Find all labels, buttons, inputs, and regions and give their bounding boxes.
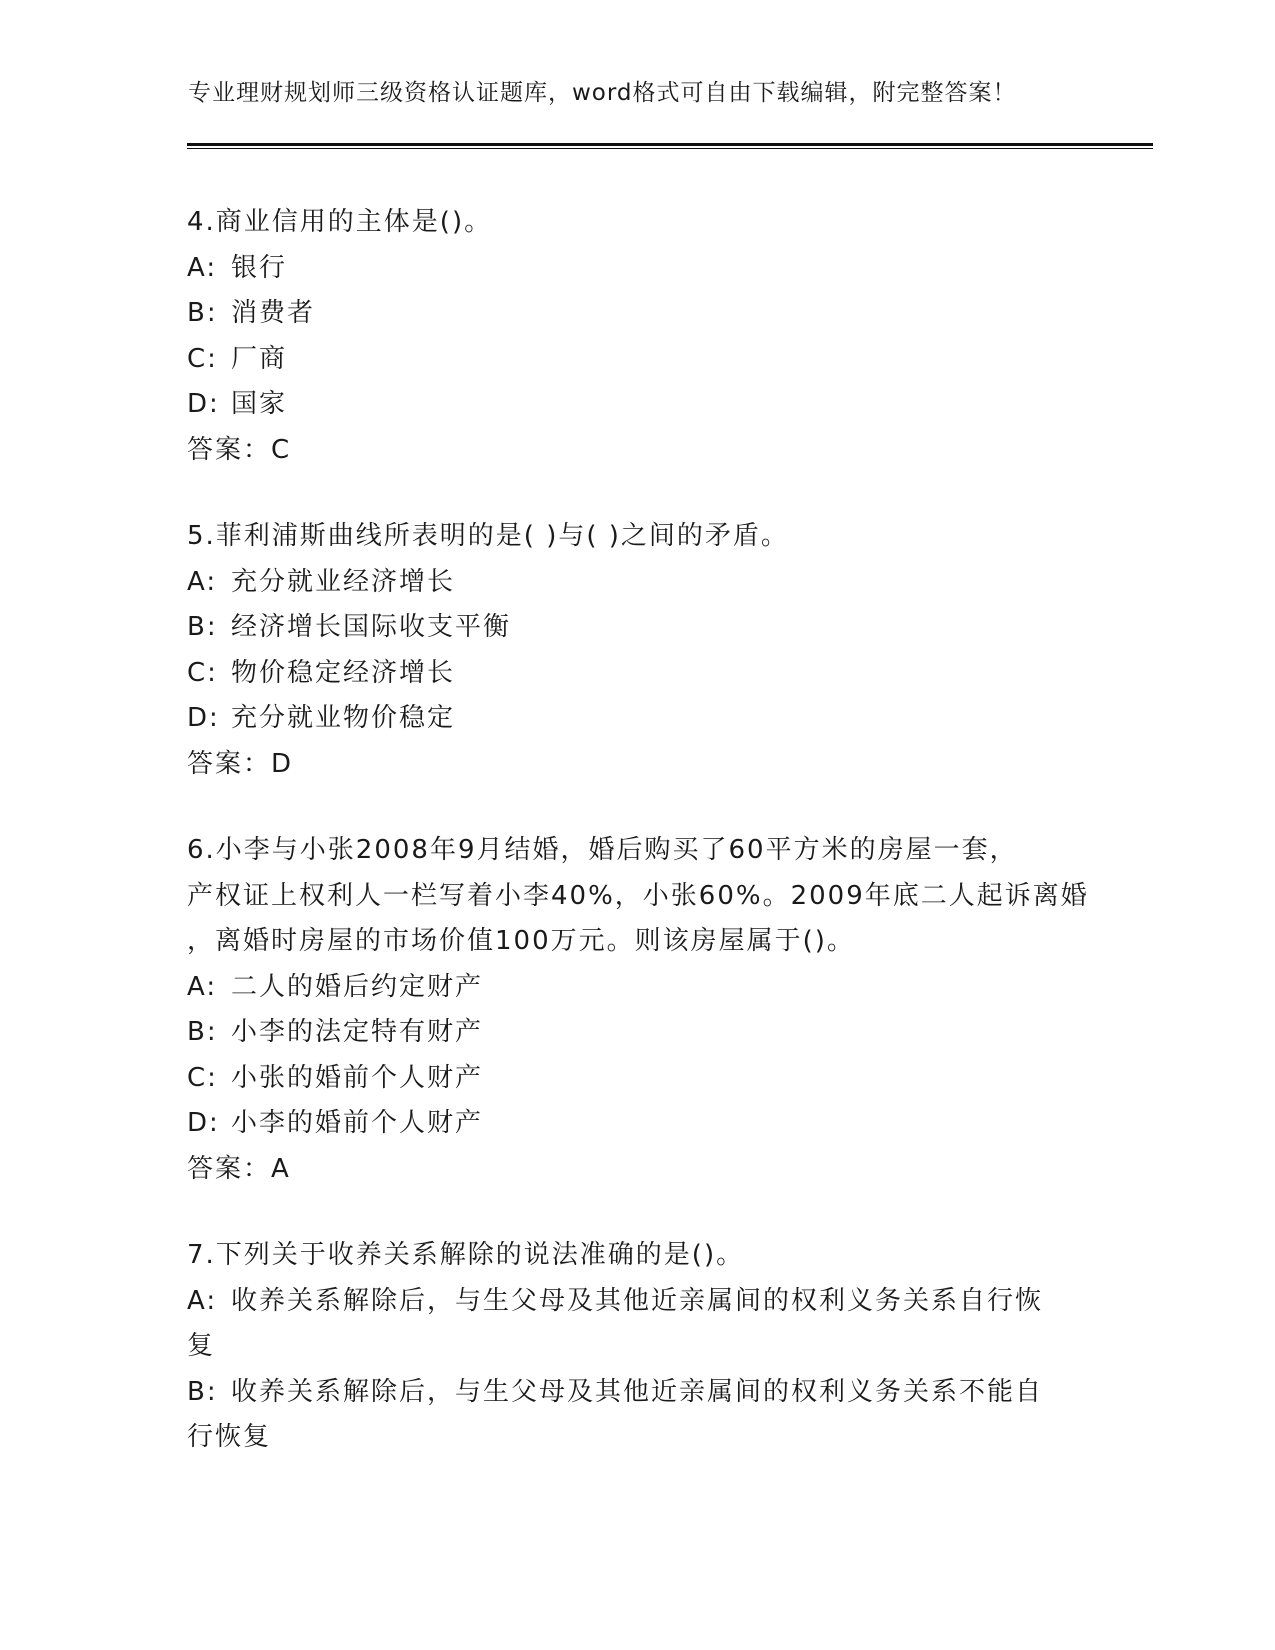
option-text: 国家 bbox=[231, 389, 288, 419]
option-text: 小李的法定特有财产 bbox=[231, 1017, 484, 1047]
option-text: 厂商 bbox=[231, 343, 288, 374]
answer-label: 答案： bbox=[187, 1153, 272, 1184]
question-item bbox=[187, 1233, 1117, 1461]
option-text-continued: 行恢复 bbox=[187, 1422, 272, 1452]
option-row bbox=[187, 1056, 1117, 1102]
option-row bbox=[187, 1279, 1117, 1325]
option-row bbox=[187, 965, 1117, 1011]
option-row bbox=[187, 696, 1117, 742]
question-stem-line: 5.菲利浦斯曲线所表明的是( )与( )之间的矛盾。 bbox=[187, 521, 789, 551]
option-text: 银行 bbox=[231, 252, 288, 283]
option-label: A: bbox=[187, 971, 218, 1002]
option-row bbox=[187, 246, 1117, 292]
option-row bbox=[187, 382, 1117, 428]
answer-value: D bbox=[271, 748, 293, 779]
answer-value: A bbox=[271, 1153, 290, 1184]
option-text: 二人的婚后约定财产 bbox=[231, 971, 484, 1002]
option-text: 收养关系解除后，与生父母及其他近亲属间的权利义务关系自行恢 bbox=[231, 1285, 1044, 1316]
option-row bbox=[187, 337, 1117, 383]
option-row bbox=[187, 1370, 1117, 1416]
question-stem-line: 6.小李与小张2008年9月结婚，婚后购买了60平方米的房屋一套， bbox=[187, 835, 1018, 865]
option-label: D: bbox=[187, 703, 220, 733]
option-text: 消费者 bbox=[231, 298, 316, 328]
answer-line bbox=[187, 428, 1117, 474]
option-row bbox=[187, 560, 1117, 606]
option-text: 充分就业经济增长 bbox=[231, 566, 456, 597]
question-item bbox=[187, 200, 1117, 473]
option-text: 小张的婚前个人财产 bbox=[231, 1062, 484, 1093]
option-text: 物价稳定经济增长 bbox=[231, 657, 456, 688]
question-stem-line: 4.商业信用的主体是()。 bbox=[187, 207, 493, 237]
option-label: D: bbox=[187, 389, 220, 419]
option-label: B: bbox=[187, 298, 218, 328]
header-rule-thin bbox=[187, 148, 1153, 149]
option-label: C: bbox=[187, 343, 218, 374]
answer-line bbox=[187, 742, 1117, 788]
option-text: 经济增长国际收支平衡 bbox=[231, 612, 512, 642]
question-stem-line: 7.下列关于收养关系解除的说法准确的是()。 bbox=[187, 1240, 745, 1270]
answer-label: 答案： bbox=[187, 748, 272, 779]
option-text: 小李的婚前个人财产 bbox=[231, 1108, 484, 1138]
option-row bbox=[187, 1101, 1117, 1147]
question-stem-line: ，离婚时房屋的市场价值100万元。则该房屋属于()。 bbox=[187, 926, 855, 956]
answer-line bbox=[187, 1147, 1117, 1193]
option-label: C: bbox=[187, 1062, 218, 1093]
option-label: B: bbox=[187, 612, 218, 642]
option-label: B: bbox=[187, 1376, 218, 1407]
answer-label: 答案： bbox=[187, 434, 272, 465]
answer-value: C bbox=[271, 434, 291, 465]
option-label: A: bbox=[187, 252, 218, 283]
option-label: D: bbox=[187, 1108, 220, 1138]
header-rule-thick bbox=[187, 143, 1153, 146]
option-label: C: bbox=[187, 657, 218, 688]
question-item bbox=[187, 514, 1117, 787]
page-header: 专业理财规划师三级资格认证题库，word格式可自由下载编辑，附完整答案！ bbox=[188, 80, 1017, 106]
option-label: B: bbox=[187, 1017, 218, 1047]
option-text: 充分就业物价稳定 bbox=[231, 703, 456, 733]
option-row bbox=[187, 1010, 1117, 1056]
option-row bbox=[187, 291, 1117, 337]
option-text-continued: 复 bbox=[187, 1331, 216, 1361]
option-text: 收养关系解除后，与生父母及其他近亲属间的权利义务关系不能自 bbox=[231, 1376, 1044, 1407]
option-row bbox=[187, 605, 1117, 651]
option-row bbox=[187, 651, 1117, 697]
question-item bbox=[187, 828, 1117, 1192]
option-label: A: bbox=[187, 566, 218, 597]
question-list bbox=[187, 200, 1117, 1502]
question-stem-line: 产权证上权利人一栏写着小李40%，小张60%。2009年底二人起诉离婚 bbox=[187, 880, 1089, 911]
option-label: A: bbox=[187, 1285, 218, 1316]
